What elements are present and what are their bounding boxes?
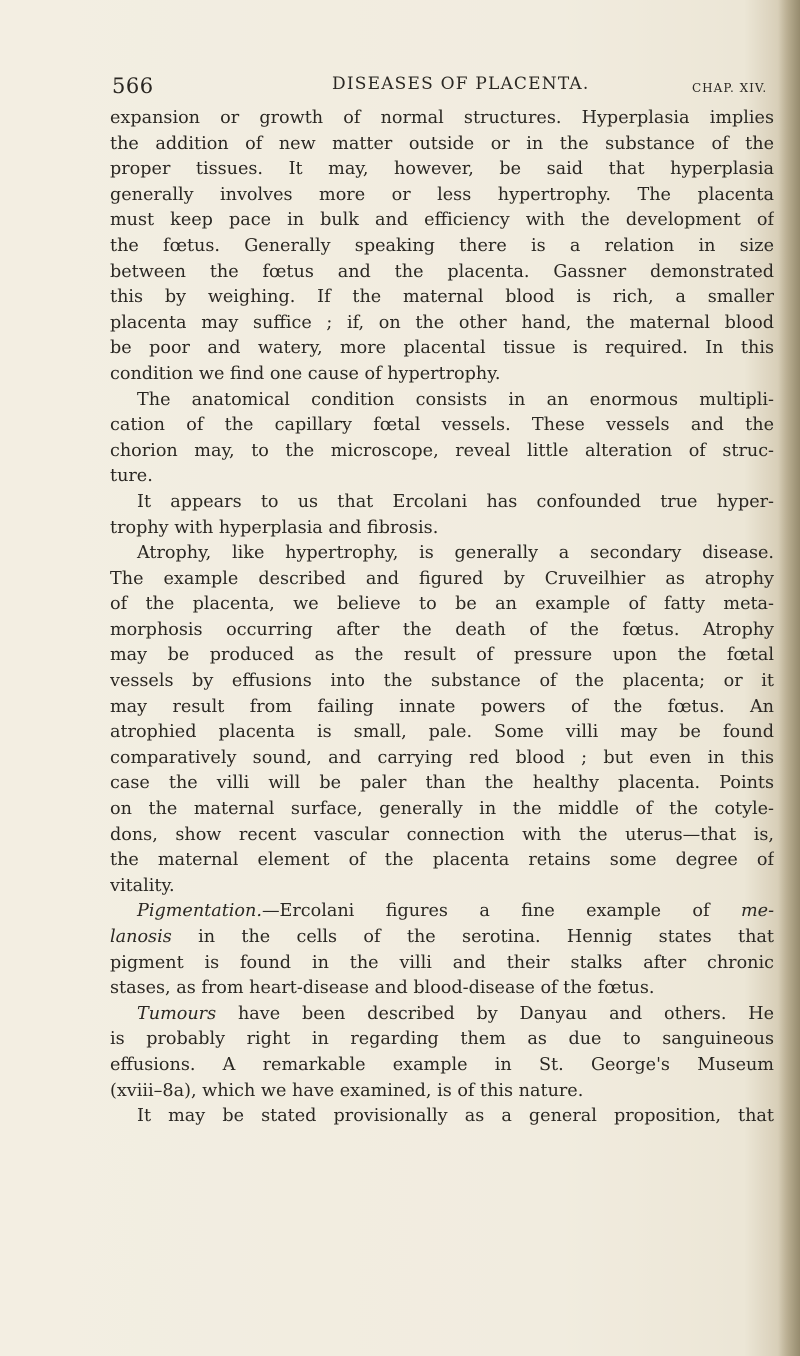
section-heading-italic: Tumours [137, 1003, 217, 1024]
page-edge-shadow [778, 0, 800, 1356]
text-line: be poor and watery, more placental tissue is required. In this [110, 338, 774, 359]
text-run: in the cells of the serotina. Hennig states that [171, 927, 774, 947]
paragraph-start [110, 899, 774, 925]
text-line: of the placenta, we believe to be an example of fatty meta- [110, 594, 774, 615]
text-line: case the villi will be paler than the healthy placenta. Points [110, 773, 774, 794]
text-line: atrophied placenta is small, pale. Some villi may be found [110, 722, 774, 743]
running-title: DISEASES OF PLACENTA. [332, 74, 590, 94]
text-line: vessels by effusions into the substance of the placenta; or it [110, 671, 774, 692]
text-line: ture. [110, 466, 153, 487]
text-line: vitality. [110, 875, 175, 896]
text-line: this by weighing. If the maternal blood is rich, a smaller [110, 287, 774, 308]
italic-term: me- [740, 901, 774, 922]
text-line: effusions. A remarkable example in St. George's Museum [110, 1054, 774, 1075]
paragraph-start: It may be stated provisionally as a general proposition, that [137, 1106, 774, 1127]
text-line: proper tissues. It may, however, be said that hyperplasia [110, 159, 774, 180]
text-line [110, 925, 774, 951]
text-line: morphosis occurring after the death of the fœtus. Atrophy [110, 619, 774, 640]
paragraph-start [110, 1002, 774, 1028]
text-line: expansion or growth of normal structures. Hyperplasia implies [110, 108, 774, 128]
text-line: cation of the capillary fœtal vessels. These vessels and the [110, 415, 774, 436]
text-line: trophy with hyperplasia and fibrosis. [110, 517, 439, 538]
text-line: pigment is found in the villi and their stalks after chronic [110, 952, 774, 973]
paragraph-start: It appears to us that Ercolani has confounded true hyper- [137, 491, 774, 512]
running-header [112, 74, 772, 104]
paragraph-start: The anatomical condition consists in an enormous multipli- [137, 389, 774, 410]
body-text [110, 106, 774, 1130]
text-line: placenta may suffice ; if, on the other hand, the maternal blood [110, 312, 774, 333]
text-line: must keep pace in bulk and efficiency with the development of [110, 210, 774, 231]
text-run: have been described by Danyau and others. He [216, 1003, 774, 1024]
text-line: stases, as from heart-disease and blood-disease of the fœtus. [110, 978, 655, 999]
text-line: condition we find one cause of hypertrophy. [110, 363, 501, 384]
text-line: dons, show recent vascular connection with the uterus—that is, [110, 824, 774, 845]
text-line: The example described and figured by Cruveilhier as atrophy [110, 568, 774, 589]
italic-term: lanosis [110, 927, 172, 947]
text-line: the fœtus. Generally speaking there is a relation in size [110, 235, 774, 256]
paragraph-start: Atrophy, like hypertrophy, is generally a secondary disease. [137, 543, 774, 564]
section-heading-italic: Pigmentation. [137, 901, 262, 922]
text-run: —Ercolani figures a fine example of [261, 901, 710, 922]
text-line: may be produced as the result of pressure upon the fœtal [110, 645, 774, 666]
text-line: chorion may, to the microscope, reveal little alteration of struc- [110, 440, 774, 461]
chapter-reference: CHAP. XIV. [692, 81, 768, 95]
text-line: the maternal element of the placenta retains some degree of [110, 850, 774, 871]
text-line: between the fœtus and the placenta. Gassner demonstrated [110, 261, 774, 282]
text-line: (xviii–8a), which we have examined, is of this nature. [110, 1080, 584, 1101]
text-line: may result from failing innate powers of the fœtus. An [110, 696, 774, 717]
text-line: on the maternal surface, generally in the middle of the cotyle- [110, 799, 774, 820]
text-line: generally involves more or less hypertrophy. The placenta [110, 184, 774, 205]
text-line: comparatively sound, and carrying red blood ; but even in this [110, 747, 774, 768]
text-line: is probably right in regarding them as due to sanguineous [110, 1029, 774, 1050]
text-line: the addition of new matter outside or in the substance of the [110, 133, 774, 154]
page-number: 566 [112, 74, 154, 98]
